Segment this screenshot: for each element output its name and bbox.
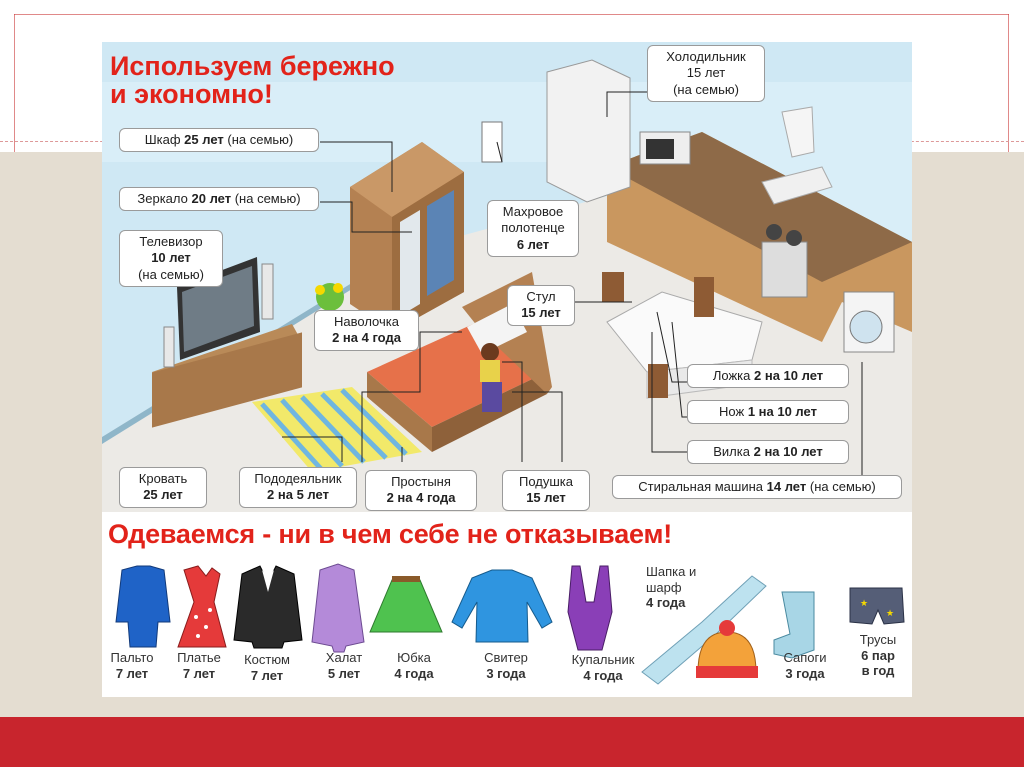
label-mirror: Зеркало 20 лет (на семью) bbox=[119, 187, 319, 211]
caption-bathrobe: Халат 5 лет bbox=[325, 650, 363, 681]
boots-icon bbox=[774, 592, 814, 658]
label-fork: Вилка 2 на 10 лет bbox=[687, 440, 849, 464]
svg-text:★: ★ bbox=[886, 608, 895, 618]
label-pillowcase: Наволочка 2 на 4 года bbox=[314, 310, 419, 351]
label-pillow: Подушка 15 лет bbox=[502, 470, 590, 511]
label-knife: Нож 1 на 10 лет bbox=[687, 400, 849, 424]
label-fridge: Холодильник 15 лет (на семью) bbox=[647, 45, 765, 102]
slide-footer-bar bbox=[0, 717, 1024, 767]
label-tv: Телевизор 10 лет (на семью) bbox=[119, 230, 223, 287]
label-towel: Махровое полотенце 6 лет bbox=[487, 200, 579, 257]
dress-icon bbox=[178, 566, 226, 647]
label-spoon: Ложка 2 на 10 лет bbox=[687, 364, 849, 388]
caption-coat: Пальто 7 лет bbox=[110, 650, 154, 681]
label-washing-machine: Стиральная машина 14 лет (на семью) bbox=[612, 475, 902, 499]
label-bed: Кровать 25 лет bbox=[119, 467, 207, 508]
bathrobe-icon bbox=[312, 564, 364, 652]
skirt-icon bbox=[370, 576, 442, 632]
label-sheet: Простыня 2 на 4 года bbox=[365, 470, 477, 511]
sweater-icon bbox=[452, 570, 552, 642]
caption-underwear: Трусы 6 пар в год bbox=[859, 632, 897, 679]
infographic-poster bbox=[102, 42, 912, 697]
headline-bottom: Одеваемся - ни в чем себе не отказываем! bbox=[108, 519, 673, 549]
label-wardrobe: Шкаф 25 лет (на семью) bbox=[119, 128, 319, 152]
caption-sweater: Свитер 3 года bbox=[484, 650, 528, 681]
underwear-icon bbox=[850, 588, 904, 624]
label-chair: Стул 15 лет bbox=[507, 285, 575, 326]
caption-dress: Платье 7 лет bbox=[177, 650, 221, 681]
svg-text:★: ★ bbox=[860, 598, 869, 608]
caption-suit: Костюм 7 лет bbox=[244, 652, 290, 683]
caption-hat-scarf: Шапка и шарф 4 года bbox=[646, 564, 697, 611]
frame-top-rule bbox=[14, 14, 1009, 15]
headline-top-line2: и экономно! bbox=[110, 79, 273, 110]
suit-icon bbox=[234, 566, 302, 648]
headline-top-line1: Используем бережно bbox=[110, 51, 395, 81]
caption-skirt: Юбка 4 года bbox=[394, 650, 434, 681]
coat-icon bbox=[116, 566, 170, 647]
headline-top bbox=[110, 52, 490, 109]
swimsuit-icon bbox=[568, 566, 612, 650]
label-duvet-cover: Пододеяльник 2 на 5 лет bbox=[239, 467, 357, 508]
caption-boots: Сапоги 3 года bbox=[783, 650, 827, 681]
caption-swimsuit: Купальник 4 года bbox=[571, 652, 635, 683]
